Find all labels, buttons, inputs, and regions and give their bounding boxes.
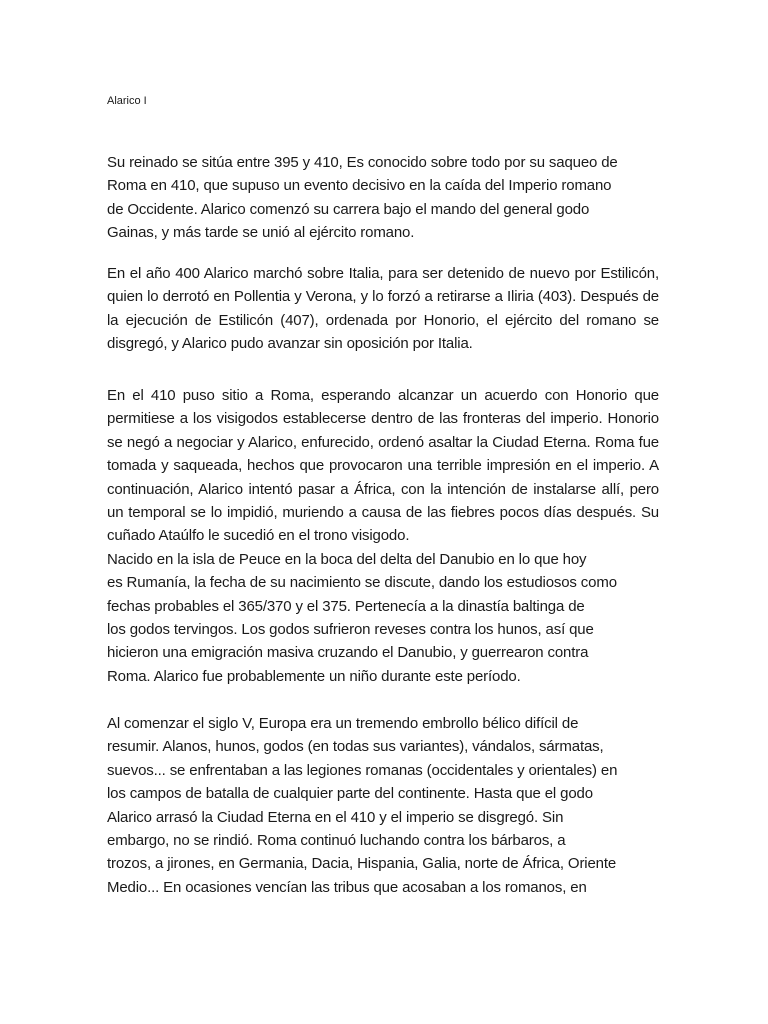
paragraph-fifth-century: Al comenzar el siglo V, Europa era un tremendo embrollo bélico difícil de resumir. Alanos, hunos, godos (en todas sus variantes), vándalos, sármatas, suevos... se enfrentaban a las legiones romanas (occidentales y orientales) en los campos de batalla de cualquier parte del continente. Hasta que el godo Alarico arrasó la Ciudad Eterna en el 410 y el imperio se disgregó. Sin embargo, no se rindió. Roma continuó luchando contra los bárbaros, a trozos, a jirones, en Germania, Dacia, Hispania, Galia, norte de África, Oriente Medio... En ocasiones vencían las tribus que acosaban a los romanos, en (107, 715, 618, 896)
document-title: Alarico I (107, 95, 147, 107)
paragraph-italy-campaign: En el año 400 Alarico marchó sobre Italia, para ser detenido de nuevo por Estilicón, quien lo derrotó en Pollentia y Verona, y lo forzó a retirarse a Iliria (403). Después de la ejecución de Estilicón (407), ordenada por Honorio, el ejército del romano se disgregó, y Alarico pudo avanzar sin oposición por Italia. (107, 265, 659, 353)
paragraph-sack-of-rome: En el 410 puso sitio a Roma, esperando alcanzar un acuerdo con Honorio que permitiese a los visigodos establecerse dentro de las fronteras del imperio. Honorio se negó a negociar y Alarico, enfurecido, ordenó asaltar la Ciudad Eterna. Roma fue tomada y saqueada, hechos que provocaron una terrible impresión en el imperio. A continuación, Alarico intentó pasar a África, con la intención de instalarse allí, pero un temporal se lo impidió, muriendo a causa de las fiebres pocos días después. Su cuñado Ataúlfo le sucedió en el trono visigodo. Nacido en la isla de Peuce en la boca del delta del Danubio en lo que hoy es Rumanía, la fecha de su nacimiento se discute, dando los estudiosos como fechas probables el 365/370 y el 375. Pertenecía a la dinastía baltinga de los godos tervingos. Los godos sufrieron reveses contra los hunos, así que hicieron una emigración masiva cruzando el Danubio, y guerrearon contra Roma. Alarico fue probablemente un niño durante este período. (107, 387, 659, 685)
paragraph-reign: Su reinado se sitúa entre 395 y 410, Es conocido sobre todo por su saqueo de Roma en 410, que supuso un evento decisivo en la caída del Imperio romano de Occidente. Alarico comenzó su carrera bajo el mando del general godo Gainas, y más tarde se unió al ejército romano. (107, 154, 618, 242)
